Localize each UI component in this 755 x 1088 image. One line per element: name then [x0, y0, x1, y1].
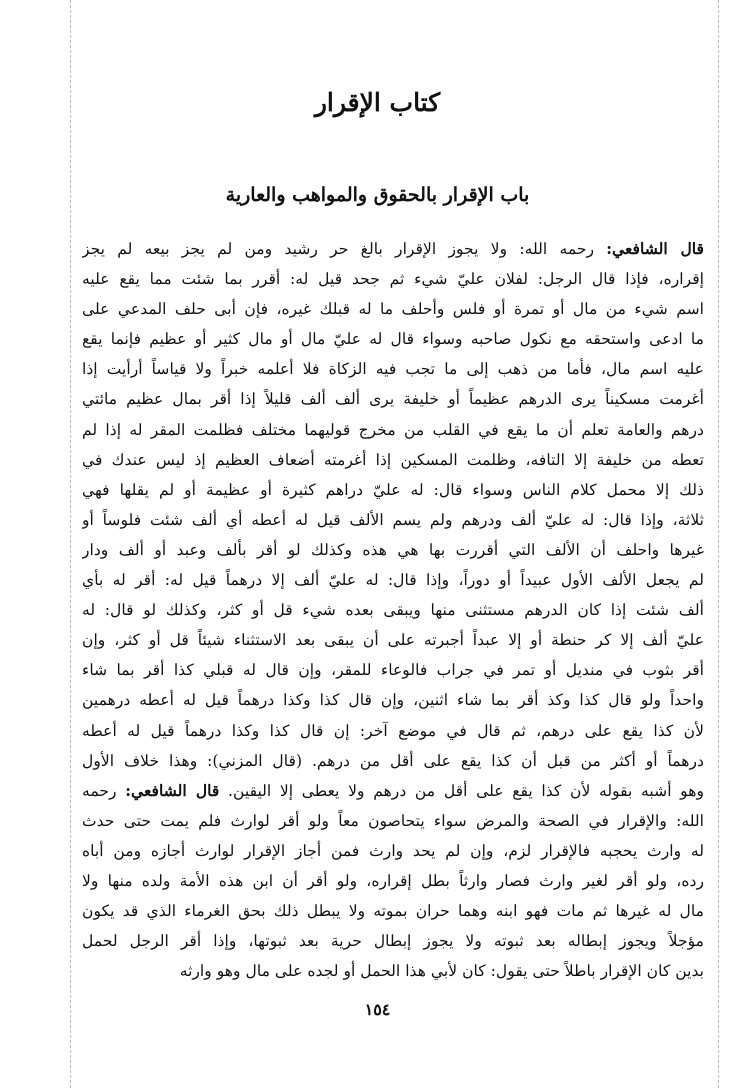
line-text: غيرها واحلف أن الألف التي أقررت بها هي هذه وكذلك لو أقر بألف وعبد أو ألف ودار [82, 540, 704, 559]
text-line [82, 655, 704, 685]
speaker-label: قال الشافعي: [606, 239, 704, 258]
line-text: عليّ ألف إلا كر حنطة أو إلا عبداً أجبرته على أن يبقى بعد الاستثناء شيئاً قل أو كثر، وإن [82, 631, 704, 650]
line-text: واحداً ولو قال كذا وكذ أقر بما شاء اثنين، وإن قال كذا وكذا درهماً قيل له أعطه درهمين [82, 691, 704, 710]
line-text: عليه اسم مال، فأما من ذهب إلى ما تجب فيه الزكاة فلا أعلمه خبراً ولا قياساً أرأيت إذا [82, 360, 704, 379]
page-edge-left [70, 0, 71, 1088]
line-text: وهو أشبه بقوله لأن كذا يقع على أقل من درهم ولا يعطى إلا اليقين. [219, 781, 704, 800]
line-text: ما ادعى واستحقه مع نكول صاحبه وسواء قال له عليّ مال أو مال كثير أو عظيم فإنما يقع [82, 330, 704, 349]
line-text: ألف شئت إذا كان الدرهم مستثنى منها ويبقى بعده شيء قل أو كثر، وكذلك لو قال: له [82, 601, 704, 620]
text-line [82, 384, 704, 414]
text-line [82, 956, 704, 986]
text-line [82, 746, 704, 776]
page-edge-right [718, 0, 719, 1088]
text-line [82, 505, 704, 535]
line-text: أغرمت مسكيناً يرى الدرهم عظيماً أو خليفة يرى ألف ألف قليلاً إذا أقر بمال عظيم مائتي [82, 390, 704, 409]
line-text: بدين كان الإقرار باطلاً حتى يقول: كان لأبي هذا الحمل أو لجده على مال وهو وارثه [179, 962, 704, 981]
book-title: كتاب الإقرار [314, 88, 441, 117]
line-text: مال له غيرها ثم مات فهو ابنه وهما حران بموته ولا يبطل ذلك بحق الغرماء الذي قد يكون [82, 902, 704, 921]
line-text: درهم والعامة تعلم أن ما يقع في القلب من مخرج قوليهما مختلف فظلمت المقر له إذا لم [82, 420, 704, 439]
text-line [82, 595, 704, 625]
text-line [82, 535, 704, 565]
text-line [82, 836, 704, 866]
text-line [82, 234, 704, 264]
text-line [82, 445, 704, 475]
text-line [82, 776, 704, 806]
line-text: له وارث يحجبه فالإقرار لزم، وإن لم يحد وارث فمن أجاز الإقرار لوارث أجازه ومن أباه [82, 841, 704, 860]
line-text: تعطه من خليفة إلا التافه، وظلمت المسكين إذا أغرمته أضعاف العظيم إذ ليس عندك في [82, 450, 704, 469]
line-text: مؤجلاً ويجوز إبطاله بعد ثبوته ولا يجوز إبطال حرية بعد ثبوتها، وإذا أقر الرجل لحمل [82, 932, 704, 951]
body-text [82, 234, 704, 986]
text-line [82, 475, 704, 505]
line-text: رحمه الله: ولا يجوز الإقرار بالغ حر رشيد ومن لم يجز بيعه لم يجز [82, 240, 607, 258]
text-line [82, 354, 704, 384]
line-text: لأن كذا يقع على درهم، ثم قال في موضع آخر: إن قال كذا وكذا درهماً قيل له أعطه [82, 721, 704, 740]
text-line [82, 866, 704, 896]
line-text: ذلك إلا محمل كلام الناس وسواء قال: له عليّ دراهم كثيرة أو عظيمة أو لم يقلها فهي [82, 480, 704, 499]
line-text: اسم شيء من مال أو تمرة أو فلس وأحلف ما له قبلك غيره، فإن أبى حلف المدعي على [82, 300, 704, 319]
text-line [82, 716, 704, 746]
line-text: درهماً أو أكثر من قبل أن كذا يقع على أقل من درهم. (قال المزني): وهذا خلاف الأول [82, 751, 704, 770]
chapter-title: باب الإقرار بالحقوق والمواهب والعارية [225, 184, 530, 206]
line-text: إقراره، فإذا قال الرجل: لفلان عليّ شيء ثم جحد قيل له: أقرر بما شئت مما يقع عليه [82, 270, 704, 289]
speaker-label: قال الشافعي: [125, 780, 220, 800]
text-line [82, 324, 704, 354]
text-line [82, 264, 704, 294]
text-line [82, 294, 704, 324]
text-line [82, 896, 704, 926]
line-text: لم يجعل الألف الأول عبيداً أو دوراً، وإذا قال: له عليّ ألف إلا درهماً قيل له: أقر له بأي [82, 571, 704, 590]
text-line [82, 685, 704, 715]
line-text: رحمه [82, 781, 126, 800]
text-line [82, 806, 704, 836]
text-line [82, 926, 704, 956]
text-line [82, 625, 704, 655]
page-number: ١٥٤ [364, 1000, 391, 1019]
text-line [82, 565, 704, 595]
line-text: رده، ولو أقر لغير وارث فصار وارثاً بطل إقراره، ولو أقر أن ابن هذه الأمة ولده منها ولا [82, 871, 704, 890]
text-line [82, 415, 704, 445]
line-text: أقر بثوب في منديل أو تمر في جراب فالوعاء للمقر، وإن قال له قبلي كذا أقر بما شاء [82, 661, 704, 680]
line-text: الله: والإقرار في الصحة والمرض سواء يتحاصون معاً ولو أقر لوارث فلم يمت حتى حدث [82, 811, 704, 830]
line-text: ثلاثة، وإذا قال: له عليّ ألف ودرهم ولم يسم الألف قيل له أعطه أي ألف شئت فلوساً أو [82, 510, 704, 529]
